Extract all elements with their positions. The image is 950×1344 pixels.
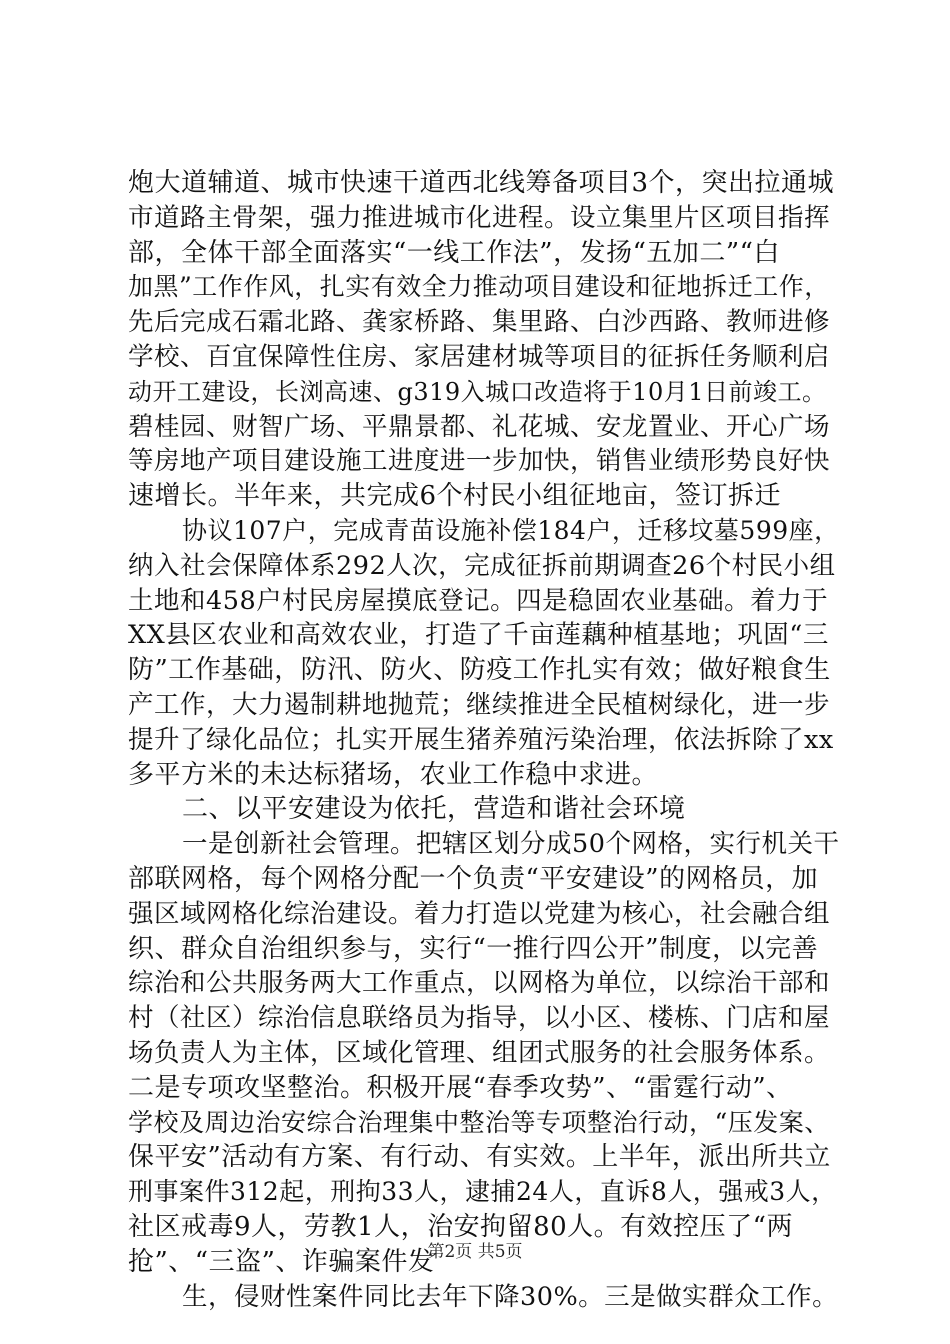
text-line: 防”工作基础，防汛、防火、防疫工作扎实有效；做好粮食生 <box>128 655 831 686</box>
text-line: 织、群众自治组织参与，实行“一推行四公开”制度，以完善 <box>128 933 819 964</box>
text-line: 学校及周边治安综合治理集中整治等专项整治行动，“压发案、 <box>128 1107 830 1137</box>
text-line: 部联网格，每个网格分配一个负责“平安建设”的网格员，加 <box>128 863 819 894</box>
text-line: 社区戒毒9人，劳教1人，治安拘留80人。有效控压了“两 <box>128 1211 793 1242</box>
text-line: 先后完成石霜北路、龚家桥路、集里路、白沙西路、教师进修 <box>128 307 831 338</box>
text-line: 速增长。半年来，共完成6个村民小组征地亩，签订拆迁 <box>128 481 782 512</box>
text-line: 一是创新社会管理。把辖区划分成50个网格，实行机关干 <box>182 829 840 860</box>
text-line: 纳入社会保障体系292人次，完成征拆前期调查26个村民小组 <box>128 550 836 581</box>
text-line: 提升了绿化品位；扎实开展生猪养殖污染治理，依法拆除了xx <box>128 724 834 755</box>
text-line: 二是专项攻坚整治。积极开展“春季攻势”、“雷霆行动”、 <box>128 1072 793 1103</box>
text-line: 炮大道辅道、城市快速干道西北线筹备项目3个，突出拉通城 <box>128 168 835 198</box>
text-line: 二、以平安建设为依托，营造和谐社会环境 <box>182 794 686 825</box>
text-line: 多平方米的未达标猪场，农业工作稳中求进。 <box>128 759 659 790</box>
text-line: 动开工建设，长浏高速、g319入城口改造将于10月1日前竣工。 <box>128 377 827 406</box>
document-body <box>128 166 840 1314</box>
page-number-footer: 第2页 共5页 <box>427 1242 523 1262</box>
text-line: 等房地产项目建设施工进度进一步加快，销售业绩形势良好快 <box>128 446 831 477</box>
text-line: 产工作，大力遏制耕地抛荒；继续推进全民植树绿化，进一步 <box>128 689 831 720</box>
text-line: 保平安”活动有方案、有行动、有实效。上半年，派出所共立 <box>128 1142 831 1173</box>
text-line: XX县区农业和高效农业，打造了千亩莲藕种植基地；巩固“三 <box>128 620 829 651</box>
text-line: 强区域网格化综治建设。着力打造以党建为核心，社会融合组 <box>128 898 831 929</box>
text-line: 村（社区）综治信息联络员为指导，以小区、楼栋、门店和屋 <box>128 1003 831 1034</box>
text-line: 市道路主骨架，强力推进城市化进程。设立集里片区项目指挥 <box>128 202 831 233</box>
text-line: 刑事案件312起，刑拘33人，逮捕24人，直诉8人，强戒3人， <box>128 1177 837 1207</box>
text-line: 碧桂园、财智广场、平鼎景都、礼花城、安龙置业、开心广场 <box>128 411 831 442</box>
text-line: 部，全体干部全面落实“一线工作法”，发扬“五加二”“白 <box>128 237 780 268</box>
text-line: 学校、百宜保障性住房、家居建材城等项目的征拆任务顺利启 <box>128 341 831 372</box>
text-line: 抢”、“三盗”、诈骗案件发 <box>128 1246 435 1277</box>
text-line: 土地和458户村民房屋摸底登记。四是稳固农业基础。着力于 <box>128 585 829 616</box>
text-line: 生，侵财性案件同比去年下降30%。三是做实群众工作。 <box>182 1281 839 1312</box>
text-line: 场负责人为主体，区域化管理、组团式服务的社会服务体系。 <box>128 1037 831 1068</box>
text-line: 加黑”工作作风，扎实有效全力推动项目建设和征地拆迁工作， <box>128 272 830 302</box>
text-line: 协议107户，完成青苗设施补偿184户，迁移坟墓599座， <box>182 515 840 545</box>
text-line: 综治和公共服务两大工作重点，以网格为单位，以综治干部和 <box>128 968 831 999</box>
